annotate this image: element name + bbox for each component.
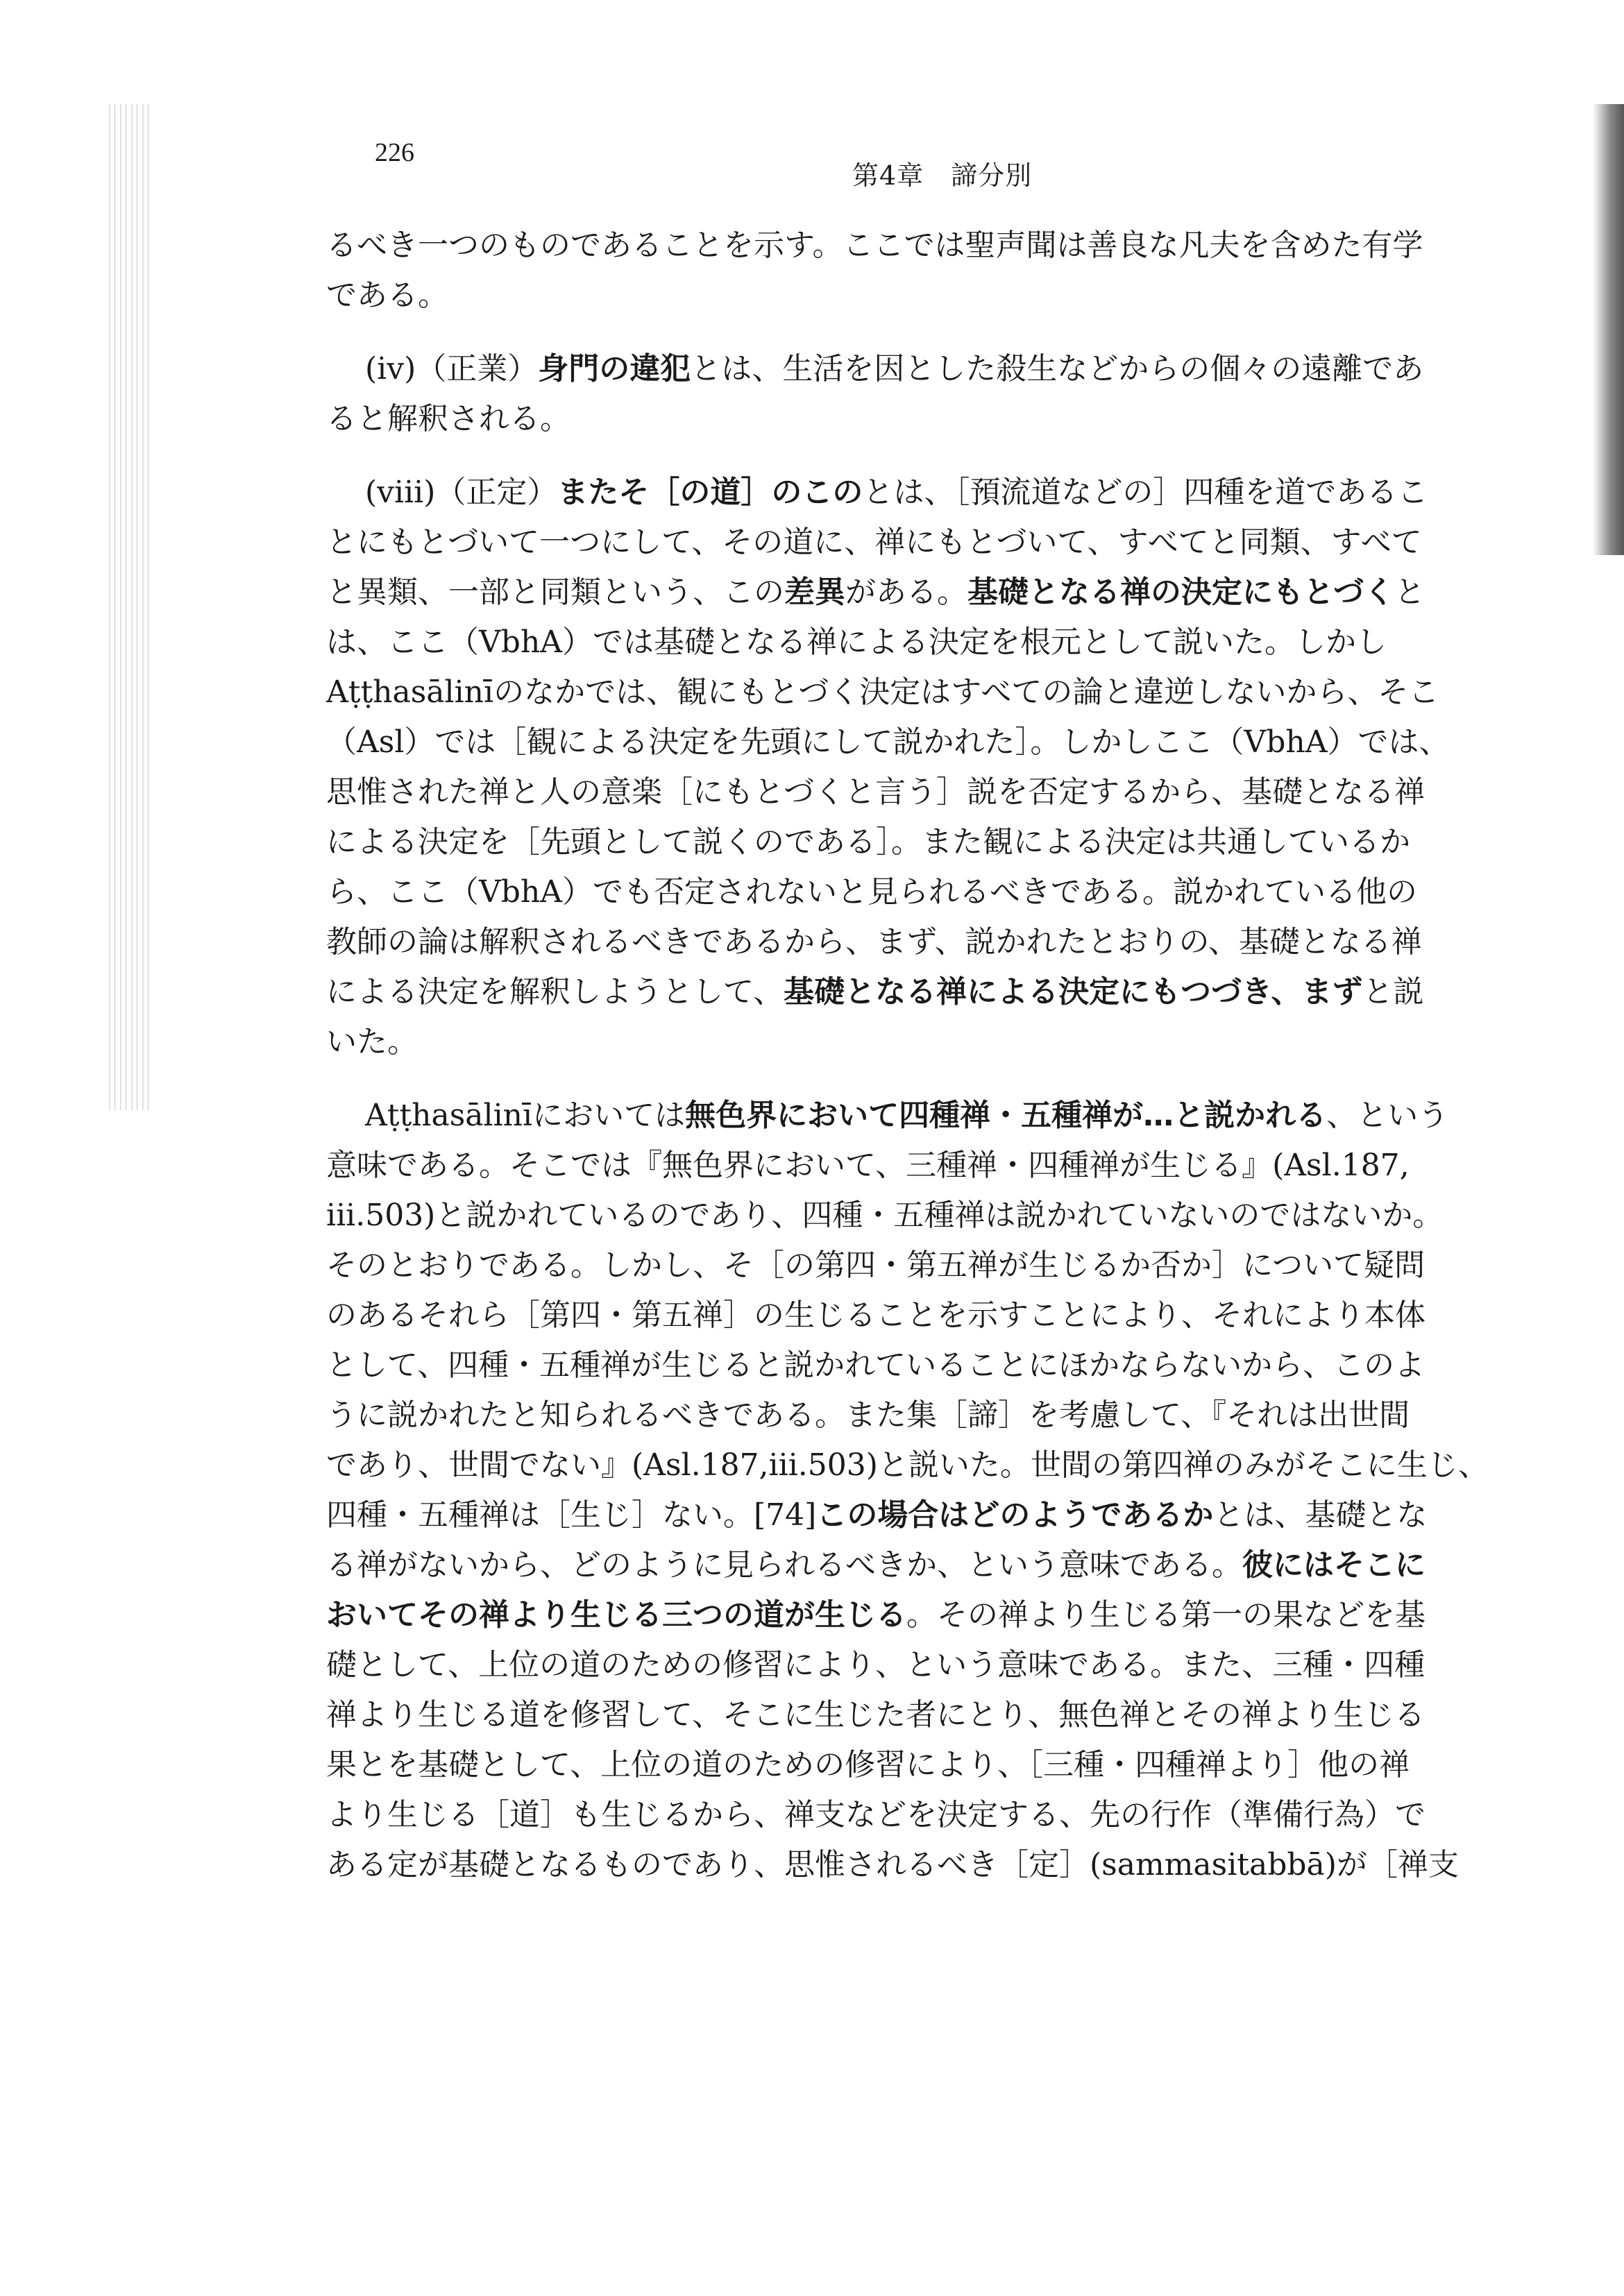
text-run: と bbox=[1394, 575, 1426, 610]
text-run: 四種・五種禅は［生じ］ない。[74] bbox=[326, 1497, 817, 1533]
text-run: いた。 bbox=[326, 1024, 418, 1060]
text-run: 、という bbox=[1326, 1098, 1449, 1133]
text-line bbox=[326, 1790, 1541, 1840]
bold-term: またそ［の道］のこの bbox=[557, 475, 863, 510]
bold-term: 基礎となる禅の決定にもとづく bbox=[967, 575, 1395, 610]
text-line bbox=[326, 1241, 1541, 1291]
running-head: 第4章 諦分別 bbox=[852, 160, 1033, 191]
text-line bbox=[326, 1840, 1541, 1890]
bold-term: 彼にはそこに bbox=[1242, 1547, 1426, 1583]
text-line bbox=[326, 1490, 1541, 1540]
text-run: ある定が基礎となるものであり、思惟されるべき［定］(sammasitabbā)が［禅支 bbox=[326, 1847, 1459, 1882]
paragraph bbox=[326, 468, 1541, 1067]
text-line bbox=[326, 1017, 1541, 1067]
text-run: （Asl）では［観による決定を先頭にして説かれた］。しかしここ（VbhA）では、 bbox=[326, 724, 1450, 760]
text-run: がある。 bbox=[845, 575, 967, 610]
page-number: 226 bbox=[375, 138, 414, 167]
text-line bbox=[326, 667, 1541, 717]
text-run: 教師の論は解釈されるべきであるから、まず、説かれたとおりの、基礎となる禅 bbox=[326, 924, 1422, 960]
text-run: 思惟された禅と人の意楽［にもとづくと言う］説を否定するから、基礎となる禅 bbox=[326, 774, 1426, 810]
text-line bbox=[326, 344, 1541, 394]
bold-term: 身門の違犯 bbox=[538, 351, 691, 386]
bold-term: 基礎となる禅による決定にもつづき、まず bbox=[784, 974, 1363, 1010]
text-run: と説 bbox=[1362, 974, 1424, 1010]
scan-binding-shadow-right bbox=[1593, 104, 1624, 555]
paragraph bbox=[326, 221, 1541, 321]
text-line bbox=[326, 1391, 1541, 1440]
text-run: (iv)（正業） bbox=[365, 351, 539, 386]
text-run: として、四種・五種禅が生じると説かれていることにほかならないから、このよ bbox=[326, 1347, 1426, 1383]
text-line bbox=[326, 917, 1541, 967]
text-run: ら、ここ（VbhA）でも否定されないと見られるべきである。説かれている他の bbox=[326, 874, 1418, 910]
page-body bbox=[326, 221, 1541, 1914]
text-run: ると解釈される。 bbox=[326, 401, 570, 436]
text-line bbox=[326, 717, 1541, 767]
text-run: とは、基礎とな bbox=[1213, 1497, 1428, 1533]
text-line bbox=[326, 1440, 1541, 1490]
text-run: より生じる［道］も生じるから、禅支などを決定する、先の行作（準備行為）で bbox=[326, 1797, 1426, 1832]
text-run: であり、世間でない』(Asl.187,iii.503)と説いた。世間の第四禅のみがそこに生じ、 bbox=[326, 1447, 1489, 1483]
bold-term: 無色界において四種禅・五種禅が…と説かれる bbox=[685, 1098, 1327, 1133]
text-line bbox=[326, 1291, 1541, 1341]
text-run: 。その禅より生じる第一の果などを基 bbox=[906, 1597, 1426, 1633]
text-line bbox=[326, 867, 1541, 917]
text-line bbox=[326, 1341, 1541, 1391]
text-line bbox=[326, 468, 1541, 518]
text-run: による決定を解釈しようとして、 bbox=[326, 974, 784, 1010]
text-run: るべき一つのものであることを示す。ここでは聖声聞は善良な凡夫を含めた有学 bbox=[326, 228, 1423, 263]
text-run: そのとおりである。しかし、そ［の第四・第五禅が生じるか否か］について疑問 bbox=[326, 1248, 1426, 1283]
paragraph bbox=[326, 1091, 1541, 1890]
scan-binding-shadow-left bbox=[104, 104, 153, 1110]
text-run: る禅がないから、どのように見られるべきか、という意味である。 bbox=[326, 1547, 1242, 1583]
text-run: Aṭṭhasālinīのなかでは、観にもとづく決定はすべての論と違逆しないから、そこ bbox=[326, 674, 1439, 710]
bold-term: この場合はどのようであるか bbox=[816, 1497, 1214, 1533]
text-run: (viii)（正定） bbox=[365, 475, 558, 510]
text-line bbox=[326, 1640, 1541, 1690]
text-line bbox=[326, 1141, 1541, 1191]
text-line bbox=[326, 221, 1541, 271]
text-line bbox=[326, 817, 1541, 867]
text-run: Aṭṭhasālinīにおいては bbox=[365, 1098, 686, 1133]
text-line bbox=[326, 618, 1541, 667]
bold-term: おいてその禅より生じる三つの道が生じる bbox=[326, 1597, 906, 1633]
text-run: 意味である。そこでは『無色界において、三種禅・四種禅が生じる』(Asl.187, bbox=[326, 1148, 1410, 1183]
text-line bbox=[326, 1590, 1541, 1640]
text-run: 禅より生じる道を修習して、そこに生じた者にとり、無色禅とその禅より生じる bbox=[326, 1697, 1426, 1733]
text-line bbox=[326, 1540, 1541, 1590]
text-run: うに説かれたと知られるべきである。また集［諦］を考慮して、『それは出世間 bbox=[326, 1397, 1410, 1433]
text-run: と異類、一部と同類という、この bbox=[326, 575, 784, 610]
text-line bbox=[326, 767, 1541, 817]
text-line bbox=[326, 967, 1541, 1017]
text-line bbox=[326, 271, 1541, 321]
bold-term: 差異 bbox=[784, 575, 845, 610]
text-line bbox=[326, 394, 1541, 444]
text-run: とは、生活を因とした殺生などからの個々の遠離であ bbox=[691, 351, 1424, 386]
text-run: は、ここ（VbhA）では基礎となる禅による決定を根元として説いた。しかし bbox=[326, 624, 1387, 660]
text-run: による決定を［先頭として説くのである］。また観による決定は共通しているか bbox=[326, 824, 1410, 860]
text-line bbox=[326, 1740, 1541, 1790]
text-run: 果とを基礎として、上位の道のための修習により、［三種・四種禅より］他の禅 bbox=[326, 1747, 1410, 1783]
text-line bbox=[326, 1191, 1541, 1241]
text-line bbox=[326, 568, 1541, 618]
text-run: である。 bbox=[326, 278, 448, 313]
text-line bbox=[326, 518, 1541, 568]
text-line bbox=[326, 1690, 1541, 1740]
text-run: とは、［預流道などの］四種を道であるこ bbox=[863, 475, 1428, 510]
text-run: のあるそれら［第四・第五禅］の生じることを示すことにより、それにより本体 bbox=[326, 1298, 1426, 1333]
text-run: とにもとづいて一つにして、その道に、禅にもとづいて、すべてと同類、すべて bbox=[326, 525, 1422, 560]
paragraph bbox=[326, 344, 1541, 444]
text-line bbox=[326, 1091, 1541, 1141]
text-run: 礎として、上位の道のための修習により、という意味である。また、三種・四種 bbox=[326, 1647, 1426, 1683]
text-run: iii.503)と説かれているのであり、四種・五種禅は説かれていないのではないか。 bbox=[326, 1198, 1444, 1233]
